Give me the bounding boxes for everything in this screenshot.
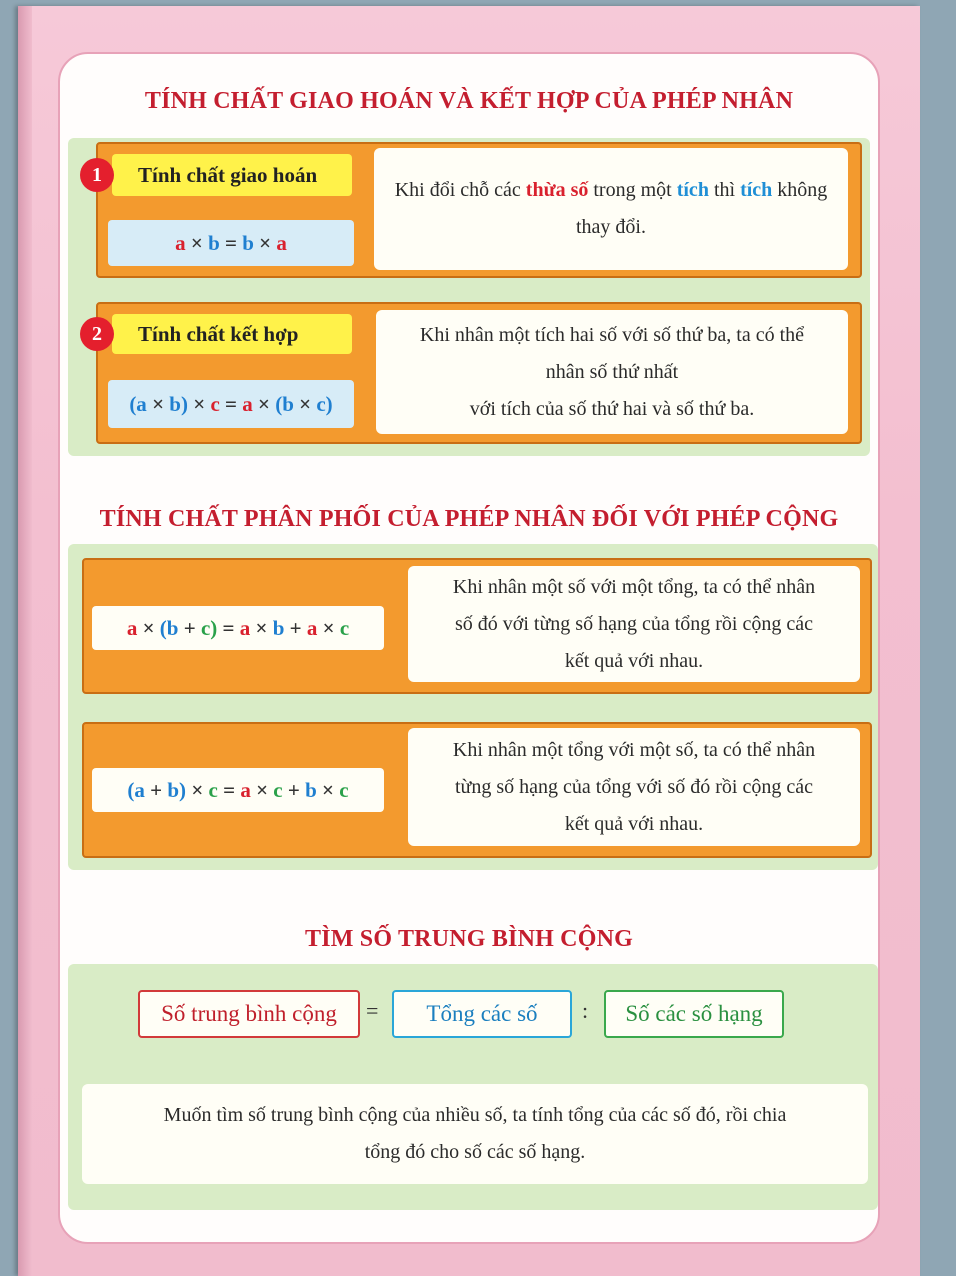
section-title-commutative-associative: TÍNH CHẤT GIAO HOÁN VÀ KẾT HỢP CỦA PHÉP NHÂN bbox=[144, 88, 794, 114]
associative-description: Khi nhân một tích hai số với số thứ ba, ta có thể nhân số thứ nhất với tích của số thứ hai và số thứ ba. bbox=[376, 310, 848, 434]
commutative-formula: a × b = b × a bbox=[108, 220, 354, 266]
number-badge-1: 1 bbox=[80, 158, 114, 192]
distributive-description-2: Khi nhân một tổng với một số, ta có thể nhân từng số hạng của tổng với số đó rồi cộng các kết quả với nhau. bbox=[408, 728, 860, 846]
distributive-formula-2: (a + b) × c = a × c + b × c bbox=[92, 768, 384, 812]
distributive-formula-1: a × (b + c) = a × b + a × c bbox=[92, 606, 384, 650]
commutative-description: Khi đổi chỗ các thừa số trong một tích thì tích không thay đổi. bbox=[374, 148, 848, 270]
page-binding-edge bbox=[18, 6, 32, 1276]
distributive-description-1: Khi nhân một số với một tổng, ta có thể nhân số đó với từng số hạng của tổng rồi cộng các kết quả với nhau. bbox=[408, 566, 860, 682]
section-title-average: TÌM SỐ TRUNG BÌNH CỘNG bbox=[304, 926, 633, 952]
content-card bbox=[58, 52, 880, 1244]
equals-sign: = bbox=[366, 998, 379, 1023]
book-page bbox=[18, 6, 920, 1276]
divide-sign: : bbox=[582, 998, 589, 1023]
section-title-distributive: TÍNH CHẤT PHÂN PHỐI CỦA PHÉP NHÂN ĐỐI VỚI PHÉP CỘNG bbox=[99, 506, 839, 532]
associative-formula: (a × b) × c = a × (b × c) bbox=[108, 380, 354, 428]
count-of-terms-box: Số các số hạng bbox=[604, 990, 784, 1038]
number-badge-2: 2 bbox=[80, 317, 114, 351]
average-term-box: Số trung bình cộng bbox=[138, 990, 360, 1038]
average-rule-box: Muốn tìm số trung bình cộng của nhiều số, ta tính tổng của các số đó, rồi chia tổng đó cho số các số hạng. bbox=[82, 1084, 868, 1184]
sum-of-numbers-box: Tổng các số bbox=[392, 990, 572, 1038]
commutative-label: Tính chất giao hoán bbox=[112, 154, 352, 196]
associative-label: Tính chất kết hợp bbox=[112, 314, 352, 354]
